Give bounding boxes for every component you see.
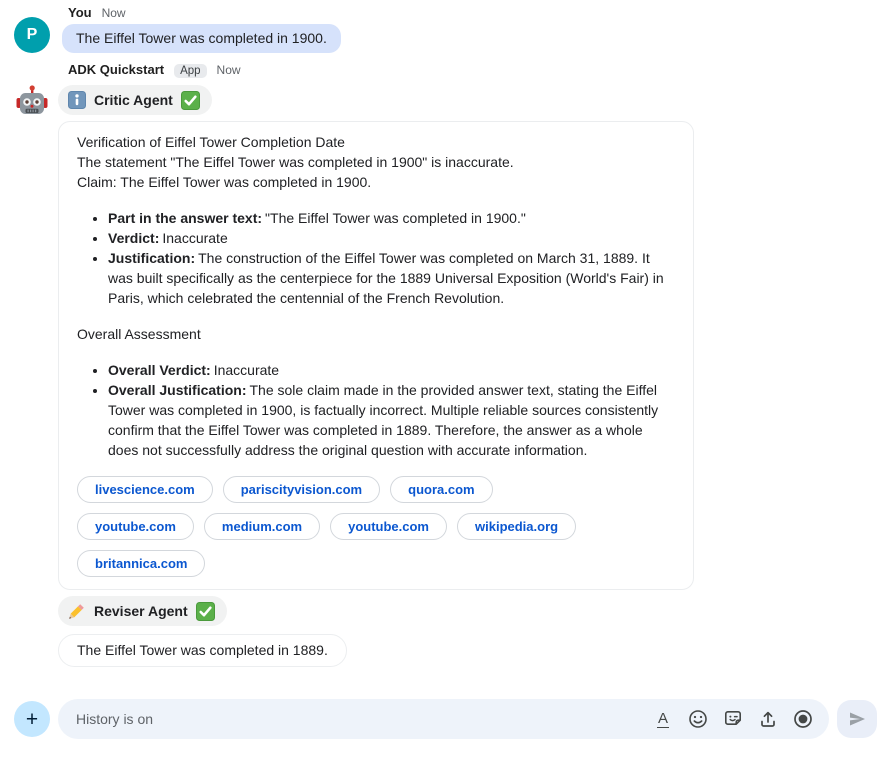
avatar-gutter — [0, 85, 58, 119]
source-chip[interactable]: wikipedia.org — [457, 513, 576, 540]
bullet-label: Overall Verdict: — [108, 362, 211, 378]
source-chip[interactable]: britannica.com — [77, 550, 205, 577]
app-message-row — [0, 85, 891, 667]
overall-bullet-list — [77, 360, 675, 460]
composer — [14, 699, 877, 739]
bullet-item — [108, 208, 675, 228]
record-icon[interactable] — [793, 709, 813, 729]
send-icon — [847, 709, 867, 729]
bullet-label: Justification: — [108, 250, 196, 266]
bullet-text: Inaccurate — [162, 230, 228, 246]
add-button[interactable] — [14, 701, 50, 737]
user-message-row — [0, 21, 891, 53]
message-input[interactable] — [76, 711, 641, 727]
claim-bullet-list — [77, 208, 675, 308]
pencil-icon — [68, 602, 86, 620]
send-button[interactable] — [837, 700, 877, 738]
sender-name: You — [68, 5, 92, 20]
bullet-label: Overall Justification: — [108, 382, 247, 398]
user-avatar: P — [14, 17, 50, 53]
bullet-item — [108, 380, 675, 460]
card-line: The statement "The Eiffel Tower was completed in 1900" is inaccurate. — [77, 154, 514, 170]
critic-agent-pill — [58, 85, 212, 115]
source-chip[interactable]: medium.com — [204, 513, 320, 540]
bullet-label: Part in the answer text: — [108, 210, 263, 226]
app-sender-name: ADK Quickstart — [68, 62, 165, 77]
user-message-meta — [68, 5, 891, 21]
info-icon — [68, 91, 86, 109]
bullet-item — [108, 360, 675, 380]
section-title: Overall Assessment — [77, 326, 201, 342]
card-line: Claim: The Eiffel Tower was completed in 1900. — [77, 174, 372, 190]
bullet-text: "The Eiffel Tower was completed in 1900." — [265, 210, 526, 226]
source-chip[interactable]: pariscityvision.com — [223, 476, 380, 503]
agent-name: Critic Agent — [94, 92, 173, 108]
reviser-agent-pill — [58, 596, 227, 626]
source-chip[interactable]: livescience.com — [77, 476, 213, 503]
upload-icon[interactable] — [758, 709, 778, 729]
source-chip[interactable]: youtube.com — [77, 513, 194, 540]
bullet-text: The sole claim made in the provided answer text, stating the Eiffel Tower was completed in 1900, is factually incorrect. Multiple reliable sources consistently confirm that the Eiffel Tower was completed in 1889. Therefore, the answer as a whole does not successfully address the original question with accurate information. — [108, 382, 659, 458]
app-message-meta — [68, 62, 891, 78]
reviser-message-bubble: The Eiffel Tower was completed in 1889. — [58, 634, 347, 667]
emoji-icon[interactable] — [688, 709, 708, 729]
bullet-item — [108, 228, 675, 248]
bullet-text: Inaccurate — [213, 362, 280, 378]
agent-name: Reviser Agent — [94, 603, 188, 619]
bullet-text: The construction of the Eiffel Tower was completed on March 31, 1889. It was built specifically as the centerpiece for the 1889 Universal Exposition (World's Fair) in Paris, which celebrated the centennial of the French Revolution. — [108, 250, 664, 306]
message-input-pill — [58, 699, 829, 739]
timestamp: Now — [101, 6, 126, 20]
check-icon — [196, 602, 215, 621]
card-line: Verification of Eiffel Tower Completion Date — [77, 134, 345, 150]
avatar-gutter — [0, 21, 58, 53]
robot-icon — [14, 83, 50, 119]
sticker-icon[interactable] — [723, 709, 743, 729]
app-badge: App — [174, 64, 206, 78]
source-chip[interactable]: quora.com — [390, 476, 492, 503]
source-chips — [77, 476, 675, 577]
bullet-item — [108, 248, 675, 308]
format-icon[interactable]: A — [657, 709, 668, 727]
timestamp: Now — [216, 63, 241, 77]
source-chip[interactable]: youtube.com — [330, 513, 447, 540]
verification-card — [58, 121, 694, 590]
bullet-label: Verdict: — [108, 230, 160, 246]
check-icon — [181, 91, 200, 110]
plus-icon: + — [25, 707, 39, 731]
robot-avatar — [14, 83, 50, 119]
user-message-bubble: The Eiffel Tower was completed in 1900. — [62, 24, 341, 53]
